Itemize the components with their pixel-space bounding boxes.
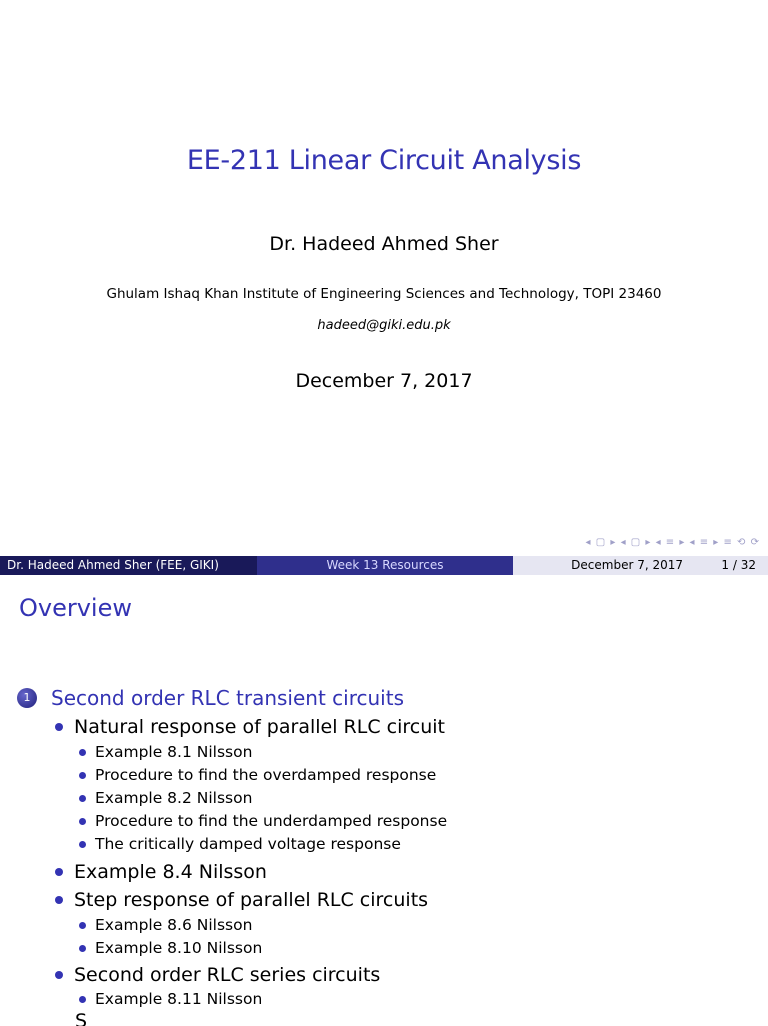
subsubsection-label: Example 8.6 Nilsson [95, 916, 253, 934]
section-1 [17, 686, 404, 710]
bullet-icon [79, 841, 86, 848]
subsection-label: Step response of parallel RLC circuits [74, 889, 429, 911]
subsubsection-item [79, 990, 262, 1008]
cut-off-item: S [75, 1010, 88, 1026]
subsubsection-item [79, 743, 252, 761]
bullet-icon [55, 971, 63, 979]
subsection-item [55, 964, 380, 986]
subsubsection-item [79, 939, 262, 957]
subsection-label: Example 8.4 Nilsson [74, 861, 267, 883]
subsubsection-label: Example 8.11 Nilsson [95, 990, 263, 1008]
subsubsection-label: Example 8.10 Nilsson [95, 939, 263, 957]
presentation-date: December 7, 2017 [295, 370, 473, 392]
subsubsection-label: Example 8.2 Nilsson [95, 789, 253, 807]
author-email: hadeed@giki.edu.pk [317, 318, 451, 333]
footline-title: Week 13 Resources [257, 556, 513, 575]
bullet-icon [79, 772, 86, 779]
bullet-icon [55, 868, 63, 876]
subsection-item [55, 716, 445, 738]
footline-info [513, 556, 768, 575]
subsubsection-item [79, 766, 436, 784]
subsubsection-label: Example 8.1 Nilsson [95, 743, 253, 761]
bullet-icon [55, 896, 63, 904]
subsubsection-item [79, 812, 447, 830]
bullet-icon [79, 945, 86, 952]
bullet-icon [79, 749, 86, 756]
subsection-item [55, 861, 267, 883]
overview-title: Overview [19, 594, 132, 622]
subsubsection-label: Procedure to find the underdamped response [95, 812, 448, 830]
author-name: Dr. Hadeed Ahmed Sher [269, 233, 499, 255]
bullet-icon [79, 795, 86, 802]
subsubsection-item [79, 835, 401, 853]
subsection-item [55, 889, 428, 911]
subsubsection-label: Procedure to find the overdamped response [95, 766, 437, 784]
section-number-badge: 1 [17, 688, 37, 708]
bullet-icon [79, 996, 86, 1003]
subsubsection-label: The critically damped voltage response [95, 835, 401, 853]
footline-page-number: 1 / 32 [721, 558, 756, 572]
section-title: Second order RLC transient circuits [51, 686, 404, 710]
bullet-icon [55, 723, 63, 731]
beamer-navigation-icons[interactable]: ◂ ▢ ▸ ◂ ▢ ▸ ◂ ≡ ▸ ◂ ≡ ▸ ≡ ⟲ ⟳ [585, 537, 760, 548]
footline [0, 556, 768, 575]
institute: Ghulam Ishaq Khan Institute of Engineering Sciences and Technology, TOPI 23460 [106, 286, 662, 302]
subsubsection-item [79, 916, 252, 934]
subsection-label: Natural response of parallel RLC circuit [74, 716, 445, 738]
subsection-label: Second order RLC series circuits [74, 964, 381, 986]
slide-title: EE-211 Linear Circuit Analysis [186, 145, 582, 176]
footline-date: December 7, 2017 [571, 558, 683, 572]
subsubsection-item [79, 789, 252, 807]
bullet-icon [79, 818, 86, 825]
footline-author: Dr. Hadeed Ahmed Sher (FEE, GIKI) [0, 556, 257, 575]
bullet-icon [79, 922, 86, 929]
